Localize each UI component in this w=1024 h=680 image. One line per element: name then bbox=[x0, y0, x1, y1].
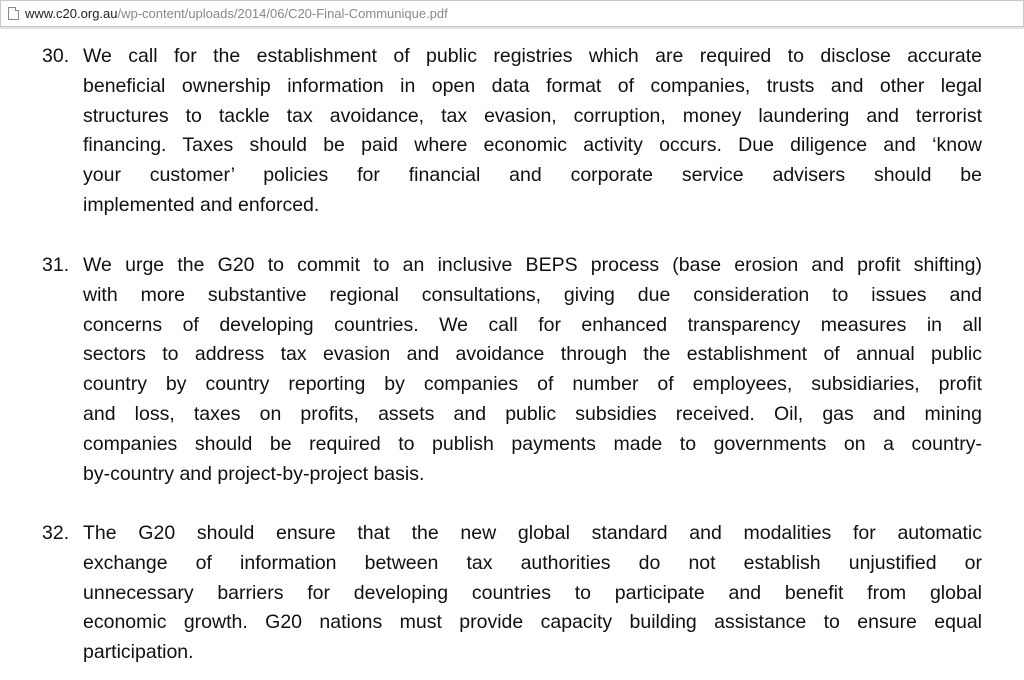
text-line: We urge the G20 to commit to an inclusive BEPS process (base erosion and profit shifting) bbox=[83, 254, 982, 276]
text-line: sectors to address tax evasion and avoidance through the establishment of annual public bbox=[83, 343, 982, 366]
text-line: unnecessary barriers for developing countries to participate and benefit from global bbox=[83, 581, 982, 604]
text-line: implemented and enforced. bbox=[83, 193, 320, 216]
divider bbox=[0, 27, 1024, 29]
text-line: structures to tackle tax avoidance, tax evasion, corruption, money laundering and terrorist bbox=[83, 104, 982, 127]
text-line: We call for the establishment of public registries which are required to disclose accurate bbox=[83, 45, 982, 67]
paragraph-text bbox=[83, 519, 982, 668]
text-line: your customer’ policies for financial and corporate service advisers should be bbox=[83, 164, 982, 187]
paragraph-number: 31. bbox=[42, 254, 70, 276]
url-host: www.c20.org.au bbox=[25, 6, 118, 21]
text-line: exchange of information between tax authorities do not establish unjustified or bbox=[83, 551, 982, 574]
text-line: The G20 should ensure that the new global standard and modalities for automatic bbox=[83, 522, 982, 544]
url-path: /wp-content/uploads/2014/06/C20-Final-Communique.pdf bbox=[117, 6, 448, 21]
text-line: companies should be required to publish payments made to governments on a country- bbox=[83, 432, 982, 455]
text-line: participation. bbox=[83, 641, 194, 664]
page-icon bbox=[8, 7, 19, 20]
text-line: and loss, taxes on profits, assets and public subsidies received. Oil, gas and mining bbox=[83, 402, 982, 425]
paragraph-text bbox=[83, 251, 982, 489]
text-line: beneficial ownership information in open data format of companies, trusts and other legal bbox=[83, 74, 982, 97]
paragraph-number: 30. bbox=[42, 45, 70, 67]
address-bar[interactable] bbox=[0, 0, 1024, 27]
text-line: financing. Taxes should be paid where economic activity occurs. Due diligence and ‘know bbox=[83, 134, 982, 157]
text-line: with more substantive regional consultations, giving due consideration to issues and bbox=[83, 283, 982, 306]
text-line: economic growth. G20 nations must provide capacity building assistance to ensure equal bbox=[83, 611, 982, 634]
paragraph-number: 32. bbox=[42, 522, 70, 544]
text-line: by-country and project-by-project basis. bbox=[83, 462, 425, 485]
paragraph-text bbox=[83, 42, 982, 221]
text-line: concerns of developing countries. We call for enhanced transparency measures in all bbox=[83, 313, 982, 336]
text-line: country by country reporting by companies of number of employees, subsidiaries, profit bbox=[83, 373, 982, 396]
